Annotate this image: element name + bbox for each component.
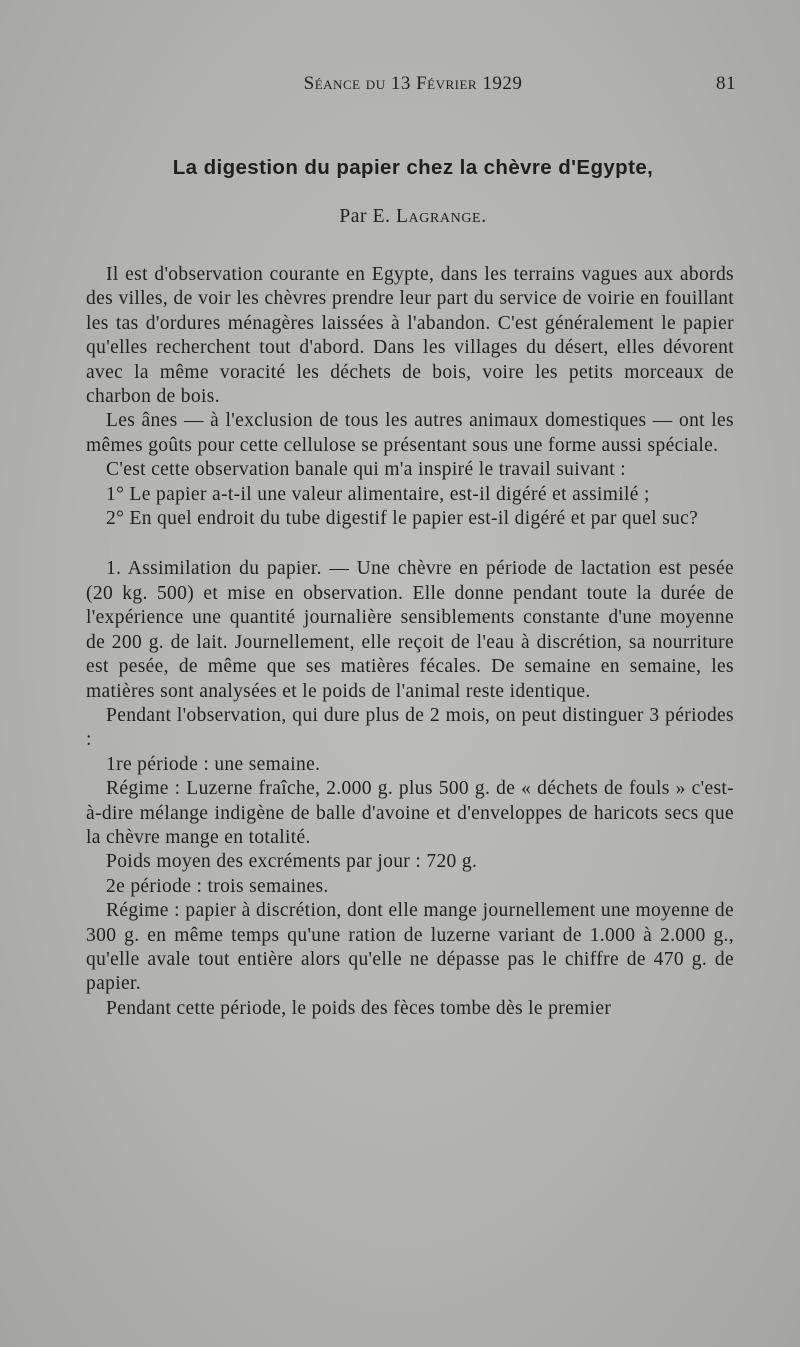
paragraph: Il est d'observation courante en Egypte, dans les terrains vagues aux abords des villes, de voir les chèvres prendre leur part du service de voirie en fouillant les tas d'ordures ménagères laissées à l'abandon. C'est généralement le papier qu'elles recherchent tout d'abord. Dans les villages du désert, elles dévorent avec la même voracité les déchets de bois, voire les petits morceaux de charbon de bois. <box>86 264 734 408</box>
paragraph: Régime : Luzerne fraîche, 2.000 g. plus 500 g. de « déchets de fouls » c'est-à-dire mélange indigène de balle d'avoine et d'enveloppes de haricots secs que la chèvre mange en totalité. <box>86 778 734 848</box>
question-item: 1° Le papier a-t-il une valeur alimentaire, est-il digéré et assimilé ; <box>106 483 650 505</box>
paragraph: Les ânes — à l'exclusion de tous les autres animaux domestiques — ont les mêmes goûts pour cette cellulose se présentant sous une forme aussi spéciale. <box>86 410 734 456</box>
article-title: La digestion du papier chez la chèvre d'Egypte, <box>172 156 654 179</box>
section-gap <box>86 531 734 557</box>
period-heading: 1re période : une semaine. <box>106 753 321 775</box>
section-paragraph: 1. Assimilation du papier. — Une chèvre en période de lactation est pesée (20 kg. 500) et mise en observation. Elle donne pendant toute la durée de l'expérience une quantité journalière sensiblements constante d'une moyenne de 200 g. de lait. Journellement, elle reçoit de l'eau à discrétion, sa nourriture est pesée, de même que ses matières fécales. De semaine en semaine, les matières sont analysées et le poids de l'animal reste identique. <box>86 558 734 702</box>
running-title: Séance du 13 Février 1929 <box>303 73 523 94</box>
paragraph: Régime : papier à discrétion, dont elle mange journellement une moyenne de 300 g. en même temps qu'une ration de luzerne variant de 1.000 à 2.000 g., qu'elle avale tout entière alors qu'elle ne dépasse pas le chiffre de 470 g. de papier. <box>86 900 734 995</box>
paragraph: Pendant l'observation, qui dure plus de 2 mois, on peut distinguer 3 périodes : <box>86 704 734 751</box>
paragraph: Poids moyen des excréments par jour : 720 g. <box>106 851 478 873</box>
article-body <box>86 263 734 1021</box>
question-item: 2° En quel endroit du tube digestif le papier est-il digéré et par quel suc? <box>106 508 699 530</box>
paragraph: Pendant cette période, le poids des fèces tombe dès le premier <box>106 997 612 1019</box>
author-name: Lagrange. <box>396 206 487 227</box>
article-author <box>86 206 740 228</box>
running-header <box>86 73 740 103</box>
page-number: 81 <box>716 73 736 94</box>
period-heading: 2e période : trois semaines. <box>106 875 329 897</box>
paragraph: C'est cette observation banale qui m'a inspiré le travail suivant : <box>106 459 626 481</box>
author-prefix: Par E. <box>339 206 397 227</box>
